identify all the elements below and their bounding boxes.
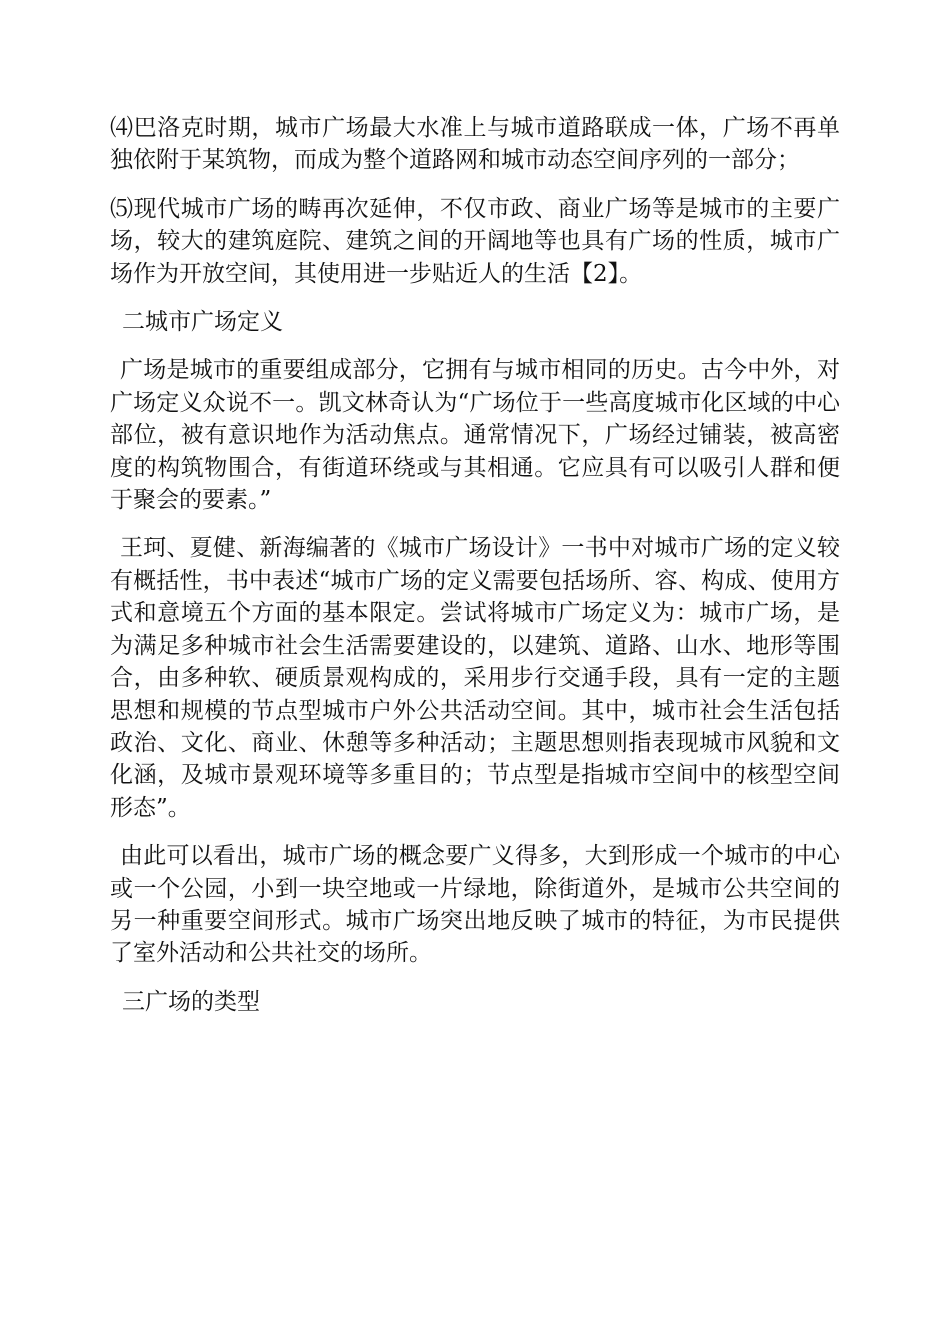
document-page [110,112,840,1034]
paragraph-plaza-concept: 由此可以看出，城市广场的概念要广义得多，大到形成一个城市的中心或一个公园，小到一块空地或一片绿地，除街道外，是城市公共空间的另一种重要空间形式。城市广场突出地反映了城市的特征，为市民提供了室外活动和公共社交的场所。 [110,843,840,967]
paragraph-plaza-design-book: 王珂、夏健、新海编著的《城市广场设计》一书中对城市广场的定义较有概括性，书中表述“城市广场的定义需要包括场所、容、构成、使用方式和意境五个方面的基本限定。尝试将城市广场定义为：城市广场，是为满足多种城市社会生活需要建设的，以建筑、道路、山水、地形等围合，由多种软、硬质景观构成的，采用步行交通手段，具有一定的主题思想和规模的节点型城市户外公共活动空间。其中，城市社会生活包括政治、文化、商业、休憩等多种活动；主题思想则指表现城市风貌和文化涵，及城市景观环境等多重目的；节点型是指城市空间中的核型空间形态”。 [110,535,840,821]
paragraph-modern-plaza: ⑸现代城市广场的畴再次延伸，不仅市政、商业广场等是城市的主要广场，较大的建筑庭院、建筑之间的开阔地等也具有广场的性质，城市广场作为开放空间，其使用进一步贴近人的生活【2】。 [110,195,840,287]
paragraph-baroque-period: ⑷巴洛克时期，城市广场最大水准上与城市道路联成一体，广场不再单独依附于某筑物，而成为整个道路网和城市动态空间序列的一部分； [110,115,840,174]
section-heading-plaza-definition: 二城市广场定义 [122,309,283,336]
section-heading-plaza-types: 三广场的类型 [122,988,260,1015]
paragraph-plaza-importance: 广场是城市的重要组成部分，它拥有与城市相同的历史。古今中外，对广场定义众说不一。凯文林奇认为“广场位于一些高度城市化区域的中心部位，被有意识地作为活动焦点。通常情况下，广场经过铺装，被高密度的构筑物围合，有街道环绕或与其相通。它应具有可以吸引人群和便于聚会的要素。” [110,357,840,514]
